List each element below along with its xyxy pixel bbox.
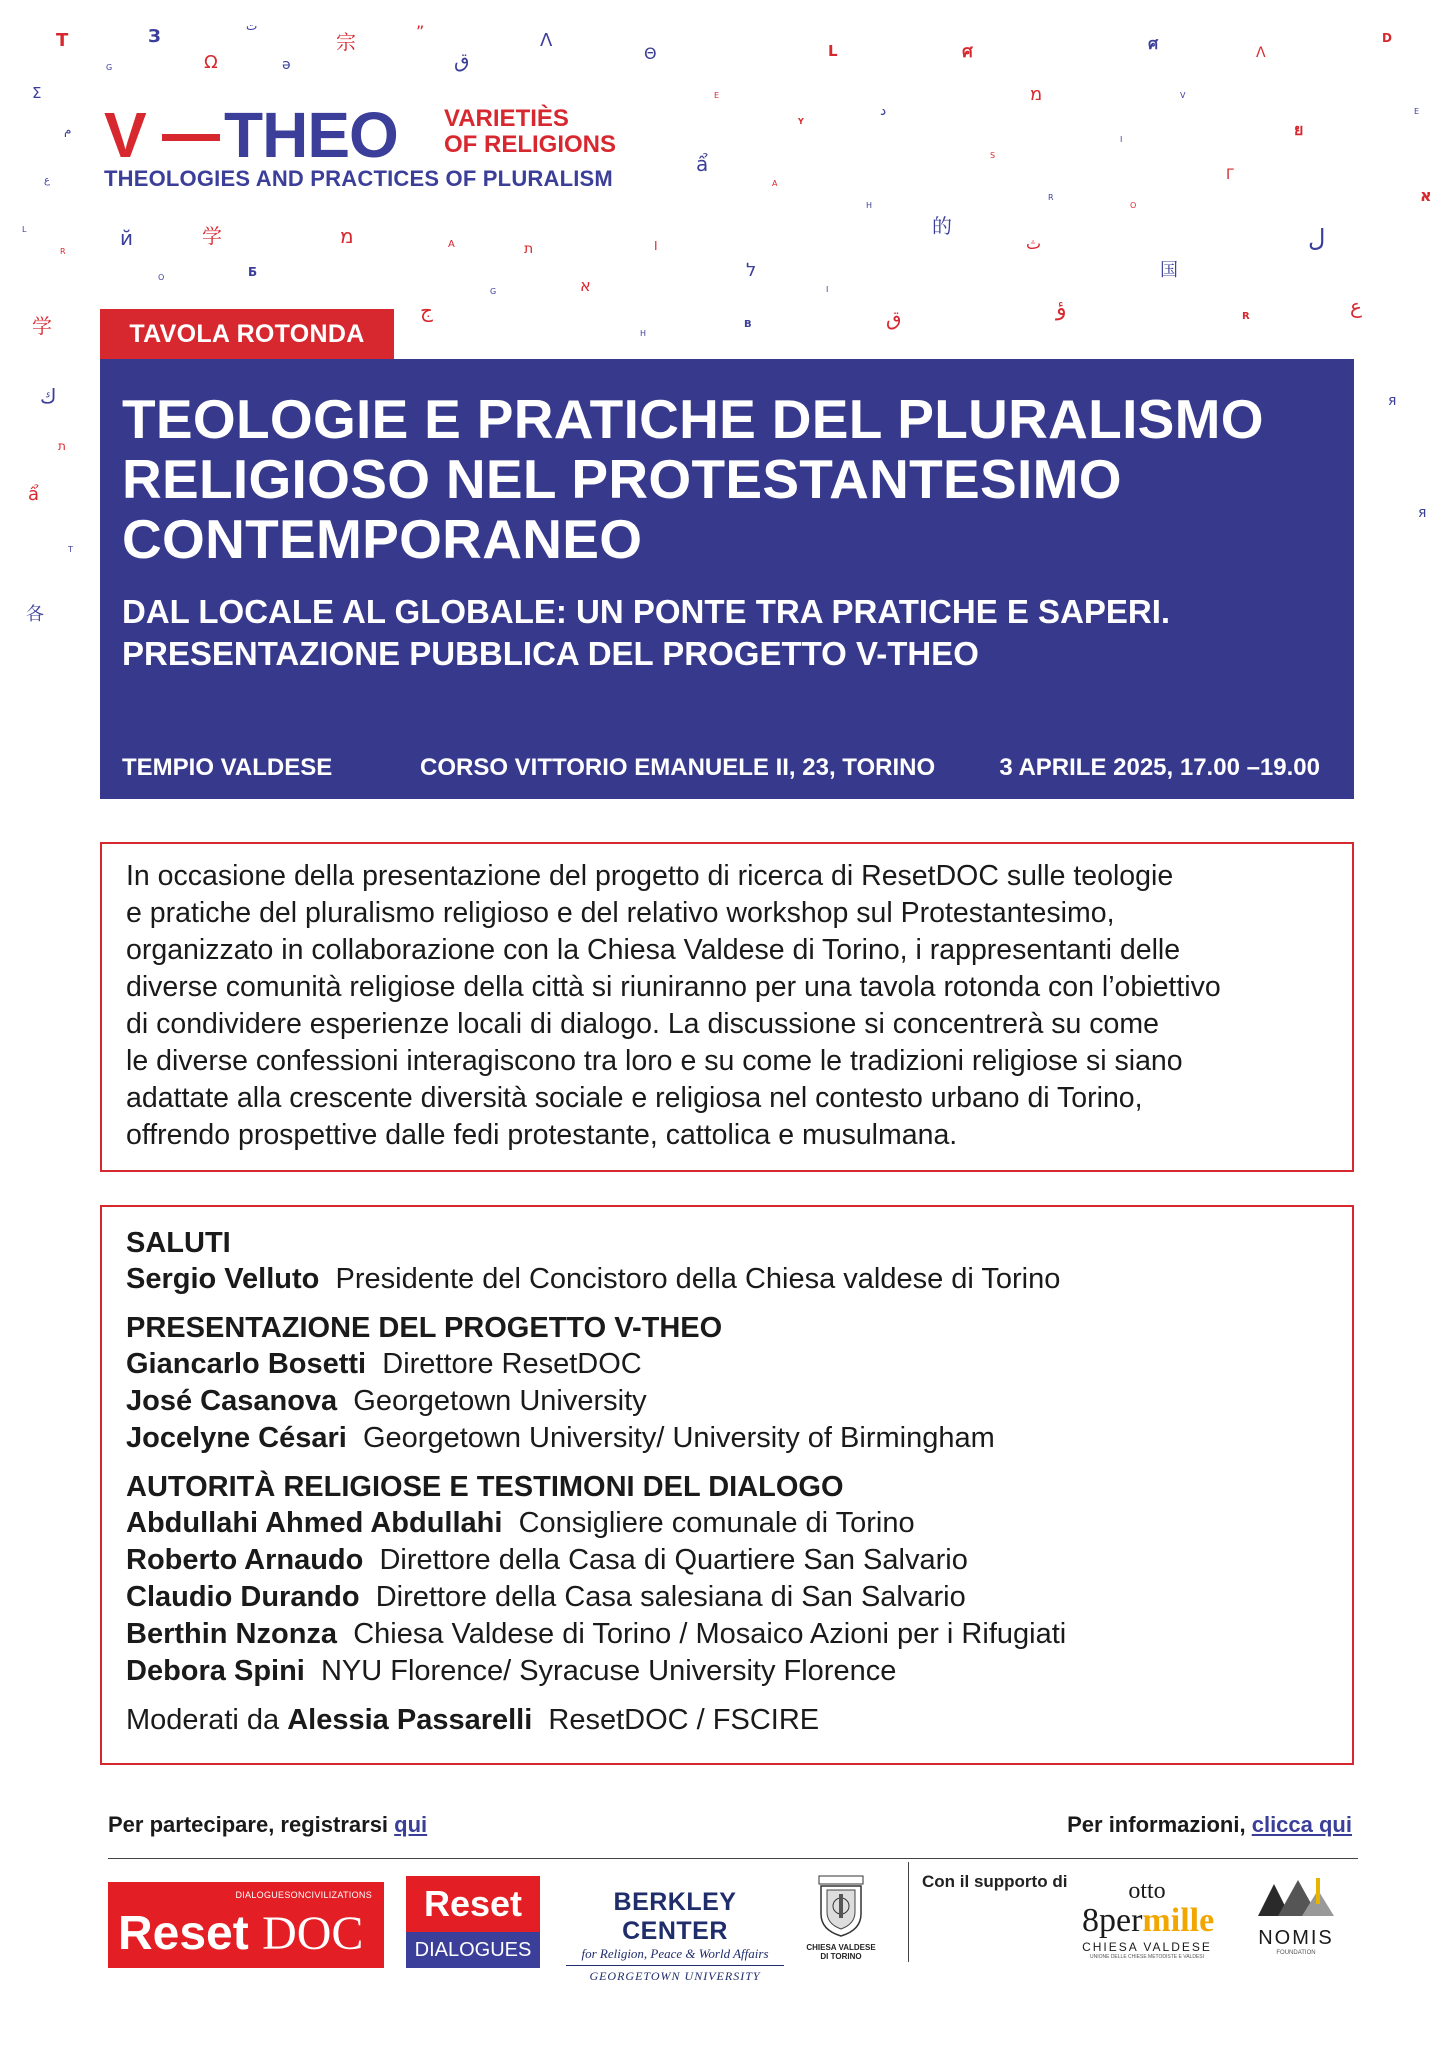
moderator-prefix: Moderati da <box>126 1704 280 1736</box>
description-line: le diverse confessioni interagiscono tra loro e su come le tradizioni religiose si siano <box>126 1045 1183 1077</box>
event-type-tag: TAVOLA ROTONDA <box>100 309 394 359</box>
chiesa-valdese-caption-line1: CHIESA VALDESE <box>806 1943 876 1952</box>
speaker-name: Sergio Velluto <box>126 1263 320 1295</box>
reset-dialogues-bottom: DIALOGUES <box>406 1932 540 1968</box>
speaker-role: Georgetown University <box>353 1385 647 1417</box>
chiesa-valdese-caption-line2: DI TORINO <box>820 1952 862 1961</box>
logo-varieties-line1: VARIETIÈS <box>444 105 569 132</box>
speaker-name: Berthin Nzonza <box>126 1618 338 1650</box>
logo-v: V <box>104 99 146 171</box>
event-subtitle <box>122 591 1342 675</box>
speaker-role: Presidente del Concistoro della Chiesa valdese di Torino <box>335 1263 1061 1295</box>
section-heading-autorita: AUTORITÀ RELIGIOSE E TESTIMONI DEL DIALOGO <box>126 1471 844 1503</box>
logo-varieties <box>444 106 616 158</box>
description-line: offrendo prospettive dalle fedi protestante, cattolica e musulmana. <box>126 1119 958 1151</box>
moderator-name: Alessia Passarelli <box>287 1704 533 1736</box>
event-title <box>122 389 1342 569</box>
footer-divider <box>108 1858 1358 1859</box>
speaker-role: Direttore della Casa salesiana di San Salvario <box>375 1581 966 1613</box>
program-box <box>100 1205 1354 1765</box>
register-label: Per partecipare, registrarsi <box>108 1812 389 1837</box>
info-text <box>1067 1812 1352 1838</box>
speaker-row <box>126 1505 1328 1542</box>
otto-per-mille-wordmark: otto 8permille <box>1082 1878 1215 1939</box>
speaker-name: Debora Spini <box>126 1655 305 1687</box>
moderator-role: ResetDOC / FSCIRE <box>548 1704 820 1736</box>
description-line: adattate alla crescente diversità sociale e religiosa nel contesto urbano di Torino, <box>126 1082 1143 1114</box>
chiesa-valdese-seal-icon <box>813 1874 869 1938</box>
event-address: CORSO VITTORIO EMANUELE II, 23, TORINO <box>420 754 936 781</box>
speaker-name: Roberto Arnaudo <box>126 1544 364 1576</box>
berkley-title: BERKLEY CENTER <box>613 1888 737 1945</box>
event-title-line: RELIGIOSO NEL PROTESTANTESIMO <box>122 448 1122 510</box>
logo-varieties-line2: OF RELIGIONS <box>444 131 617 158</box>
speaker-row <box>126 1261 1328 1298</box>
speaker-role: Georgetown University/ University of Birmingham <box>362 1422 995 1454</box>
event-description-box <box>100 842 1354 1172</box>
event-datetime: 3 APRILE 2025, 17.00 –19.00 <box>999 754 1320 781</box>
speaker-row <box>126 1383 1328 1420</box>
speaker-row <box>126 1616 1328 1653</box>
description-line: In occasione della presentazione del progetto di ricerca di ResetDOC sulle teologie <box>126 860 1174 892</box>
event-subtitle-line: PRESENTAZIONE PUBBLICA DEL PROGETTO V-THEO <box>122 635 979 672</box>
speaker-name: Abdullahi Ahmed Abdullahi <box>126 1507 503 1539</box>
nomis-foundation-logo <box>1232 1876 1360 1956</box>
section-heading-saluti: SALUTI <box>126 1227 231 1259</box>
speaker-name: Giancarlo Bosetti <box>126 1348 367 1380</box>
speaker-name: José Casanova <box>126 1385 338 1417</box>
logo-subtitle: THEOLOGIES AND PRACTICES OF PLURALISM <box>104 166 613 191</box>
description-line: diverse comunità religiose della città si riuniranno per una tavola rotonda con l’obiettivo <box>126 971 1221 1003</box>
speaker-role: Direttore della Casa di Quartiere San Salvario <box>379 1544 968 1576</box>
section-heading-presentazione: PRESENTAZIONE DEL PROGETTO V-THEO <box>126 1312 723 1344</box>
speaker-row <box>126 1542 1328 1579</box>
nomis-foundation-label: FOUNDATION <box>1276 1950 1316 1956</box>
resetdoc-logo <box>108 1882 384 1968</box>
description-line: organizzato in collaborazione con la Chiesa Valdese di Torino, i rappresentanti delle <box>126 934 1181 966</box>
resetdoc-tagline: DIALOGUESONCIVILIZATIONS <box>235 1890 372 1900</box>
description-line: di condividere esperienze locali di dialogo. La discussione si concentrerà su come <box>126 1008 1159 1040</box>
berkley-subtitle: for Religion, Peace & World Affairs <box>566 1946 784 1966</box>
speaker-row <box>126 1579 1328 1616</box>
speaker-role: Consigliere comunale di Torino <box>518 1507 915 1539</box>
speaker-role: Direttore ResetDOC <box>382 1348 642 1380</box>
register-link[interactable]: qui <box>394 1812 428 1837</box>
otto-per-mille-union: UNIONE DELLE CHIESE METODISTE E VALDESI <box>1089 1954 1204 1960</box>
chiesa-valdese-torino-logo <box>806 1874 876 1961</box>
logo-dash <box>162 134 220 141</box>
support-label: Con il supporto di <box>922 1872 1068 1891</box>
berkley-center-logo <box>566 1888 784 1984</box>
speaker-name: Jocelyne Césari <box>126 1422 347 1454</box>
moderator-row <box>126 1702 1328 1739</box>
reset-dialogues-logo <box>406 1876 540 1968</box>
nomis-mark-icon <box>1254 1876 1338 1920</box>
description-line: e pratiche del pluralismo religioso e del relativo workshop sul Protestantesimo, <box>126 897 1115 929</box>
logo-theo: THEO <box>224 99 398 171</box>
info-label: Per informazioni, <box>1067 1812 1246 1837</box>
event-venue: TEMPIO VALDESE <box>122 754 333 781</box>
event-header-panel <box>100 359 1354 799</box>
footer-vertical-divider <box>908 1862 909 1962</box>
speaker-role: NYU Florence/ Syracuse University Florence <box>320 1655 897 1687</box>
speaker-row <box>126 1420 1328 1457</box>
register-text <box>108 1812 427 1838</box>
speaker-name: Claudio Durando <box>126 1581 360 1613</box>
otto-per-mille-church: CHIESA VALDESE <box>1082 1940 1212 1954</box>
speaker-role: Chiesa Valdese di Torino / Mosaico Azioni per i Rifugiati <box>353 1618 1067 1650</box>
event-title-line: TEOLOGIE E PRATICHE DEL PLURALISMO <box>122 388 1264 450</box>
speaker-row <box>126 1653 1328 1690</box>
event-title-line: CONTEMPORANEO <box>122 508 643 570</box>
event-subtitle-line: DAL LOCALE AL GLOBALE: UN PONTE TRA PRATICHE E SAPERI. <box>122 593 1171 630</box>
berkley-university: GEORGETOWN UNIVERSITY <box>589 1969 761 1983</box>
reset-dialogues-top: Reset <box>406 1876 540 1932</box>
info-link[interactable]: clicca qui <box>1251 1812 1352 1837</box>
speaker-row <box>126 1346 1328 1383</box>
resetdoc-wordmark: Reset DOC <box>118 1907 364 1960</box>
v-theo-logo <box>104 96 664 196</box>
otto-per-mille-logo <box>1082 1876 1215 1960</box>
nomis-wordmark: NOMIS <box>1258 1927 1334 1949</box>
